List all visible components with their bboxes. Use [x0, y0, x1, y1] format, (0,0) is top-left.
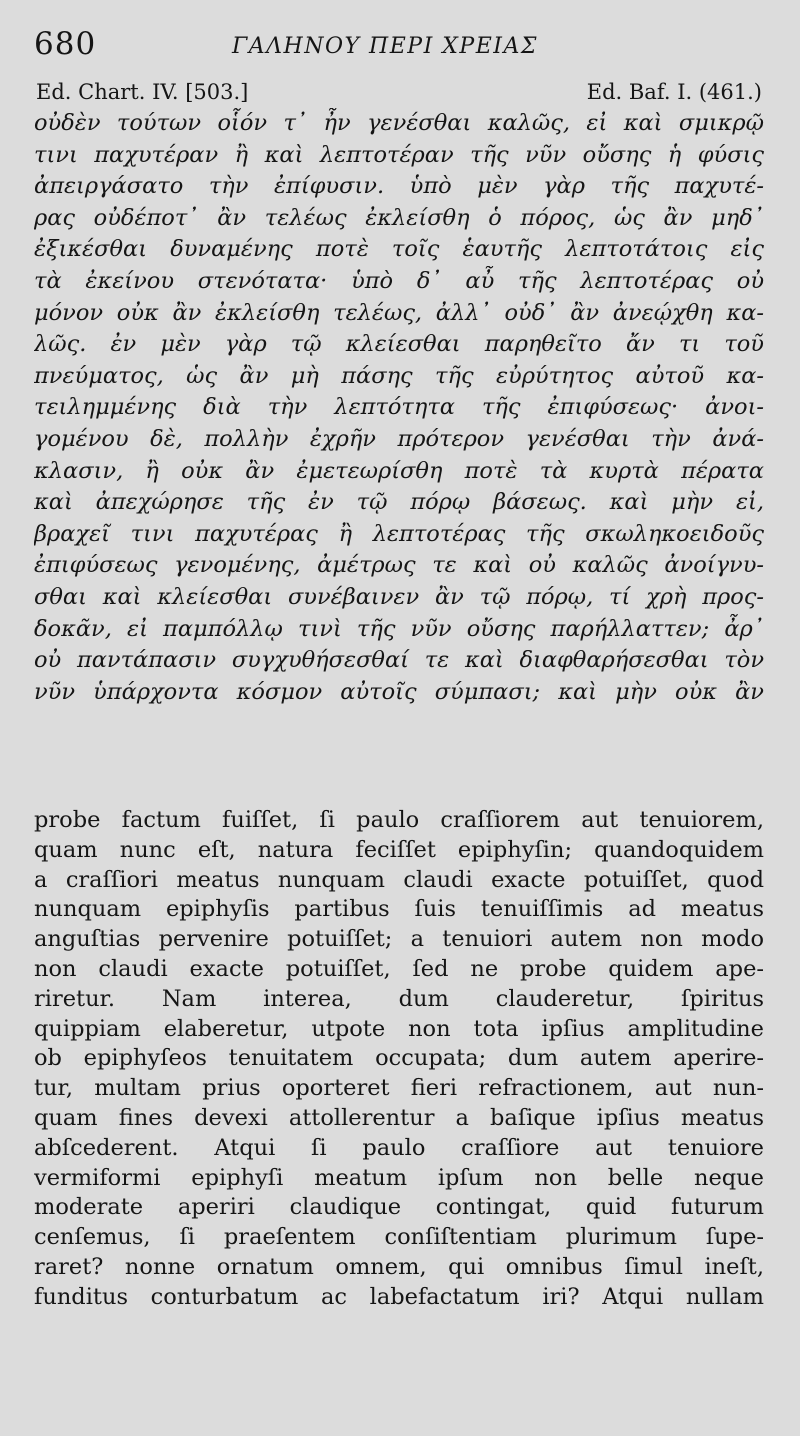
- latin-line: riretur. Nam interea, dum clauderetur, ſpiritus: [34, 985, 764, 1012]
- latin-line: probe factum fuiſſet, ſi paulo craſſiorem aut tenuiorem,: [34, 807, 764, 833]
- latin-line: quippiam elaberetur, utpote non tota ipſius amplitudine: [34, 1015, 764, 1042]
- page-number: 680: [34, 26, 97, 62]
- edition-reference-right: Ed. Baf. I. (461.): [586, 80, 762, 104]
- greek-line: οὐ παντάπασιν συγχυθήσεσθαί τε καὶ διαφθαρήσεσθαι τὸν: [34, 647, 764, 674]
- latin-line: non claudi exacte potuiſſet, ſed ne probe quidem ape-: [34, 955, 764, 982]
- latin-line: quam fines devexi attollerentur a baſique ipſius meatus: [34, 1104, 764, 1131]
- latin-line: ob epiphyſeos tenuitatem occupata; dum autem aperire-: [34, 1045, 764, 1072]
- latin-line: abſcederent. Atqui ſi paulo craſſiore aut tenuiore: [34, 1134, 764, 1161]
- latin-line: tur, multam prius oporteret fieri refractionem, aut nun-: [34, 1075, 764, 1102]
- greek-line: ἐξικέσθαι δυναμένης ποτὲ τοῖς ἑαυτῆς λεπτοτάτοις εἰς: [34, 236, 764, 263]
- latin-line: anguſtias pervenire potuiſſet; a tenuiori autem non modo: [34, 926, 764, 953]
- greek-line: ρας οὐδέποτ᾽ ἂν τελέως ἐκλείσθη ὁ πόρος, ὡς ἂν μηδ᾽: [34, 204, 764, 231]
- greek-line: ἐπιφύσεως γενομένης, ἀμέτρως τε καὶ οὐ καλῶς ἀνοίγνυ-: [34, 552, 764, 579]
- greek-line: τινι παχυτέραν ἢ καὶ λεπτοτέραν τῆς νῦν οὔσης ἡ φύσις: [34, 141, 764, 168]
- greek-line: τὰ ἐκείνου στενότατα· ὑπὸ δ᾽ αὖ τῆς λεπτοτέρας οὐ: [34, 267, 764, 294]
- latin-line: a craſſiori meatus nunquam claudi exacte potuiſſet, quod: [34, 866, 764, 893]
- greek-line: δοκᾶν, εἰ παμπόλλῳ τινὶ τῆς νῦν οὔσης παρήλλαττεν; ἆρ᾽: [34, 615, 764, 642]
- greek-text-block: [34, 108, 764, 708]
- greek-line: ἀπειργάσατο τὴν ἐπίφυσιν. ὑπὸ μὲν γὰρ τῆς παχυτέ-: [34, 173, 764, 200]
- greek-line: σθαι καὶ κλείεσθαι συνέβαινεν ἂν τῷ πόρῳ, τί χρὴ προς-: [34, 583, 764, 610]
- greek-line: τειλημμένης διὰ τὴν λεπτότητα τῆς ἐπιφύσεως· ἀνοι-: [34, 394, 764, 421]
- latin-line: funditus conturbatum ac labefactatum iri? Atqui nullam: [34, 1283, 764, 1310]
- greek-line: λῶς. ἐν μὲν γὰρ τῷ κλείεσθαι παρηθεῖτο ἄν τι τοῦ: [34, 331, 764, 358]
- greek-line: βραχεῖ τινι παχυτέρας ἢ λεπτοτέρας τῆς σκωληκοειδοῦς: [34, 520, 764, 547]
- greek-line: οὐδὲν τούτων οἷόν τ᾽ ἦν γενέσθαι καλῶς, εἰ καὶ σμικρῷ: [34, 110, 764, 136]
- latin-line: nunquam epiphyſis partibus ſuis tenuiſſimis ad meatus: [34, 896, 764, 923]
- latin-line: moderate aperiri claudique contingat, quid futurum: [34, 1194, 764, 1221]
- latin-line: vermiformi epiphyſi meatum ipſum non belle neque: [34, 1164, 764, 1191]
- edition-reference-left: Ed. Chart. IV. [503.]: [36, 80, 249, 104]
- latin-line: raret? nonne ornatum omnem, qui omnibus ſimul ineſt,: [34, 1253, 764, 1280]
- running-title: ΓΑΛΗΝΟΥ ΠΕΡΙ ΧΡΕΙΑΣ: [232, 34, 538, 59]
- latin-line: quam nunc eſt, natura feciſſet epiphyſin; quandoquidem: [34, 836, 764, 863]
- latin-text-block: [34, 806, 764, 1313]
- greek-line: πνεύματος, ὡς ἂν μὴ πάσης τῆς εὐρύτητος αὐτοῦ κα-: [34, 362, 764, 389]
- greek-line: κλασιν, ἢ οὐκ ἂν ἐμετεωρίσθη ποτὲ τὰ κυρτὰ πέρατα: [34, 457, 764, 484]
- latin-line: cenſemus, ſi praeſentem conſiſtentiam plurimum ſupe-: [34, 1224, 764, 1251]
- greek-line: γομένου δὲ, πολλὴν ἐχρῆν πρότερον γενέσθαι τὴν ἀνά-: [34, 425, 764, 452]
- greek-line: μόνον οὐκ ἂν ἐκλείσθη τελέως, ἀλλ᾽ οὐδ᾽ ἂν ἀνεῴχθη κα-: [34, 299, 764, 326]
- greek-line: νῦν ὑπάρχοντα κόσμον αὐτοῖς σύμπασι; καὶ μὴν οὐκ ἂν: [34, 678, 764, 705]
- greek-line: καὶ ἀπεχώρησε τῆς ἐν τῷ πόρῳ βάσεως. καὶ μὴν εἰ,: [34, 489, 764, 516]
